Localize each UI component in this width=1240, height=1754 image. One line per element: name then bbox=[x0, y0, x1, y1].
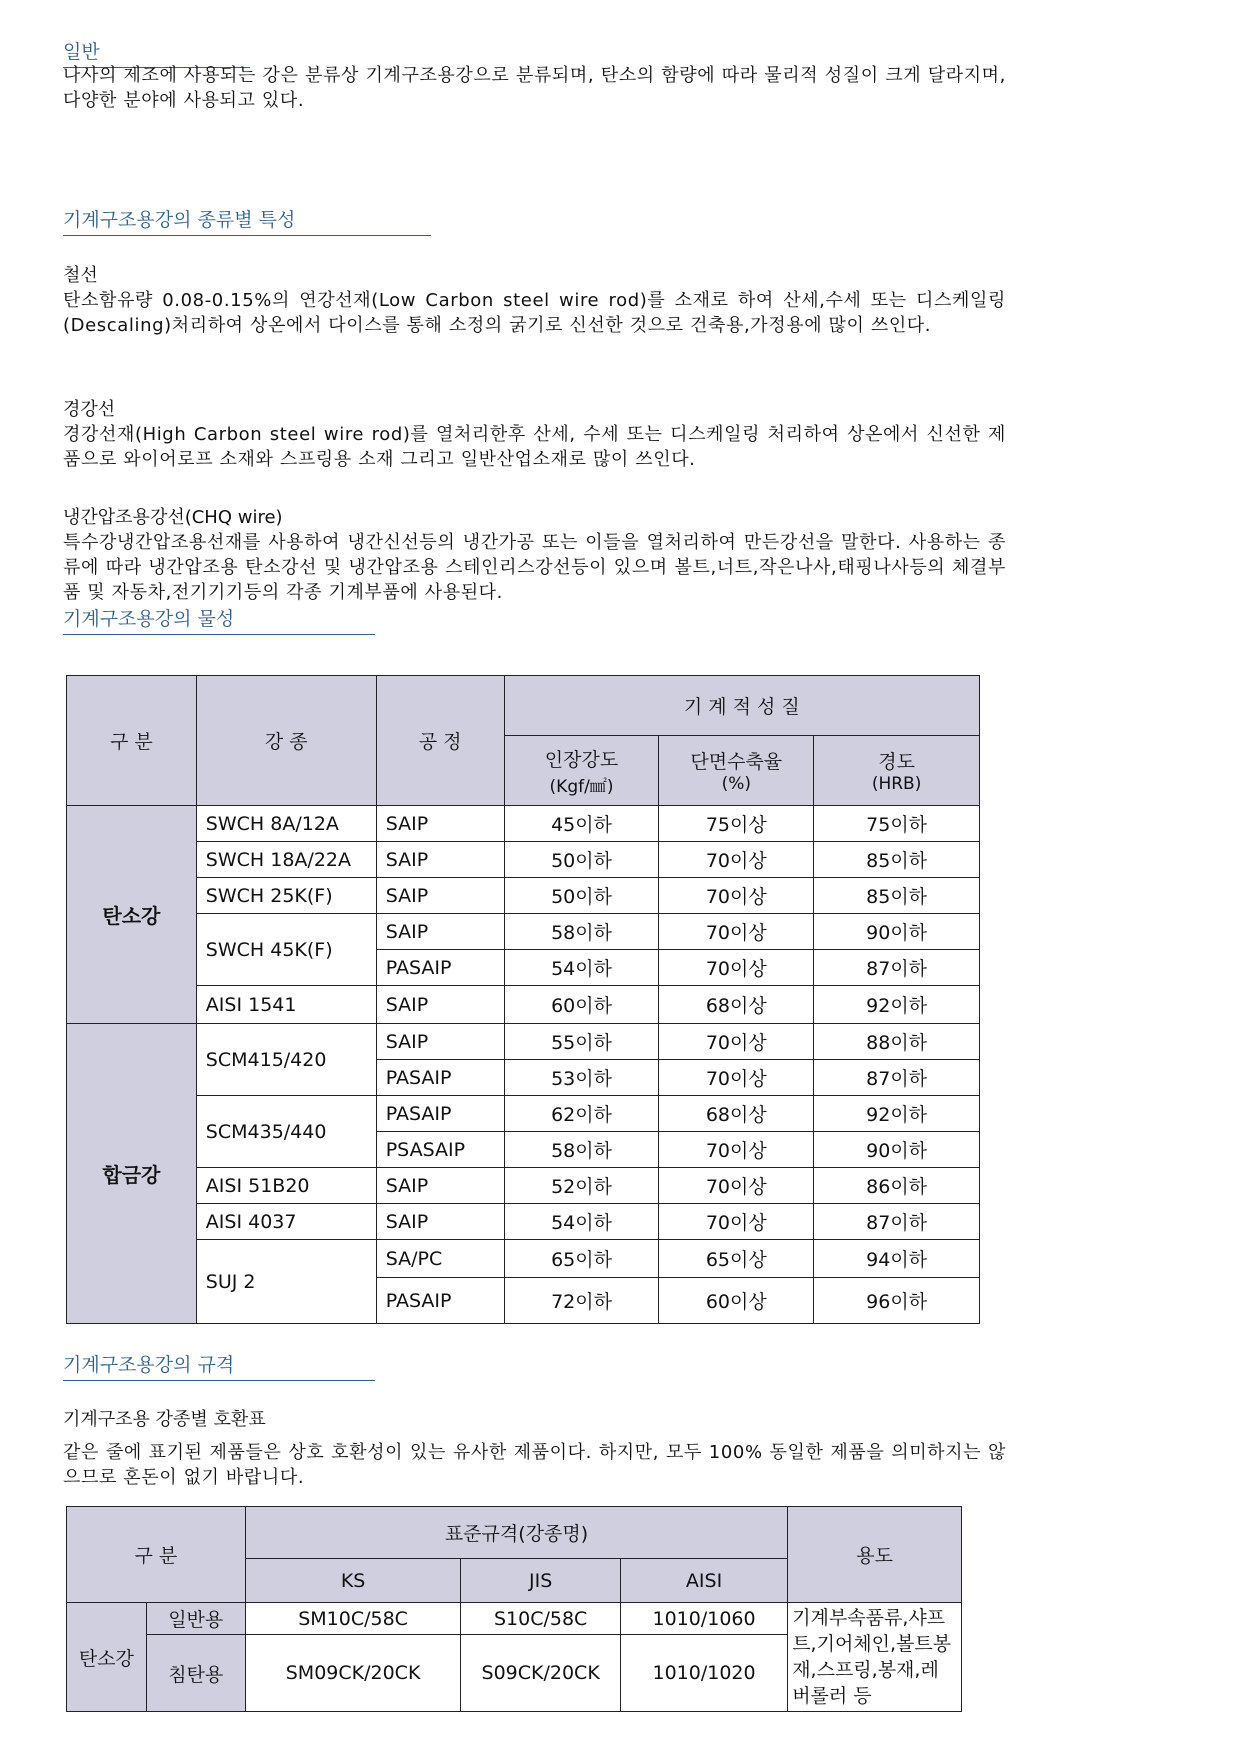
hardness-cell: 87이하 bbox=[814, 950, 980, 986]
reduction-cell: 70이상 bbox=[659, 842, 814, 878]
ks-cell: SM10C/58C bbox=[245, 1603, 461, 1635]
hardness-cell: 90이하 bbox=[814, 1132, 980, 1168]
general-paragraph: 나사의 제조에 사용되는 강은 분류상 기계구조용강으로 분류되며, 탄소의 함량에 따라 물리적 성질이 크게 달라지며, 다양한 분야에 사용되고 있다. bbox=[63, 65, 1006, 111]
reduction-cell: 68이상 bbox=[659, 1096, 814, 1132]
header-reduction: 단면수축율 (%) bbox=[659, 736, 814, 806]
process-cell: SAIP bbox=[376, 1168, 504, 1204]
process-cell: SAIP bbox=[376, 1024, 504, 1060]
tensile-cell: 54이하 bbox=[504, 950, 659, 986]
hardness-cell: 90이하 bbox=[814, 914, 980, 950]
header-use: 용도 bbox=[788, 1507, 962, 1603]
grade-cell: AISI 51B20 bbox=[196, 1168, 376, 1204]
jis-cell: S10C/58C bbox=[461, 1603, 620, 1635]
hardness-cell: 92이하 bbox=[814, 986, 980, 1024]
category-carbon: 탄소강 bbox=[67, 806, 197, 1024]
table-row bbox=[67, 842, 980, 878]
grade-cell: SWCH 8A/12A bbox=[196, 806, 376, 842]
hardness-cell: 94이하 bbox=[814, 1240, 980, 1278]
type-name-hard-steel-wire: 경강선 bbox=[63, 399, 116, 420]
type-name-chq-wire: 냉간압조용강선(CHQ wire) bbox=[63, 507, 283, 528]
hardness-cell: 75이하 bbox=[814, 806, 980, 842]
process-cell: SAIP bbox=[376, 842, 504, 878]
header-process: 공 정 bbox=[376, 676, 504, 806]
reduction-cell: 60이상 bbox=[659, 1278, 814, 1324]
jis-cell: S09CK/20CK bbox=[461, 1635, 620, 1712]
reduction-cell: 70이상 bbox=[659, 950, 814, 986]
table-row bbox=[67, 1168, 980, 1204]
tensile-cell: 72이하 bbox=[504, 1278, 659, 1324]
category-alloy: 합금강 bbox=[67, 1024, 197, 1324]
reduction-cell: 70이상 bbox=[659, 914, 814, 950]
grade-cell: AISI 4037 bbox=[196, 1204, 376, 1240]
hardness-cell: 86이하 bbox=[814, 1168, 980, 1204]
category-carbon: 탄소강 bbox=[67, 1603, 147, 1712]
header-hardness: 경도 (HRB) bbox=[814, 736, 980, 806]
process-cell: PASAIP bbox=[376, 1278, 504, 1324]
type-text-chq-wire: 특수강냉간압조용선재를 사용하여 냉간신선등의 냉간가공 또는 이들을 열처리하여 만든강선을 말한다. 사용하는 종류에 따라 냉간압조용 탄소강선 및 냉간압조용 스테인리스강선등이 있으며 볼트,너트,작은나사,태핑나사등의 체결부품 및 자동차,전기기기등의 각종 기계부품에 사용된다. bbox=[63, 532, 1006, 603]
process-cell: SA/PC bbox=[376, 1240, 504, 1278]
table-row bbox=[67, 914, 980, 950]
hardness-cell: 92이하 bbox=[814, 1096, 980, 1132]
header-jis: JIS bbox=[461, 1559, 620, 1603]
reduction-cell: 68이상 bbox=[659, 986, 814, 1024]
section-title-general: 일반 bbox=[63, 40, 100, 64]
hardness-cell: 87이하 bbox=[814, 1204, 980, 1240]
table-row bbox=[67, 1603, 962, 1635]
process-cell: PASAIP bbox=[376, 1060, 504, 1096]
subcategory-carburizing: 침탄용 bbox=[146, 1635, 245, 1712]
process-cell: SAIP bbox=[376, 806, 504, 842]
reduction-cell: 70이상 bbox=[659, 1204, 814, 1240]
reduction-cell: 70이상 bbox=[659, 1024, 814, 1060]
reduction-cell: 70이상 bbox=[659, 1060, 814, 1096]
grade-cell: AISI 1541 bbox=[196, 986, 376, 1024]
process-cell: PASAIP bbox=[376, 1096, 504, 1132]
tensile-cell: 53이하 bbox=[504, 1060, 659, 1096]
reduction-cell: 70이상 bbox=[659, 1132, 814, 1168]
header-aisi: AISI bbox=[620, 1559, 787, 1603]
reduction-cell: 75이상 bbox=[659, 806, 814, 842]
hardness-cell: 87이하 bbox=[814, 1060, 980, 1096]
table-row bbox=[67, 1204, 980, 1240]
tensile-cell: 50이하 bbox=[504, 878, 659, 914]
process-cell: SAIP bbox=[376, 878, 504, 914]
tensile-cell: 58이하 bbox=[504, 914, 659, 950]
grade-cell: SWCH 25K(F) bbox=[196, 878, 376, 914]
reduction-cell: 70이상 bbox=[659, 1168, 814, 1204]
table-row bbox=[67, 1096, 980, 1132]
tensile-cell: 65이하 bbox=[504, 1240, 659, 1278]
header-tensile: 인장강도 (Kgf/㎟) bbox=[504, 736, 659, 806]
grade-cell: SCM415/420 bbox=[196, 1024, 376, 1096]
grade-cell: SWCH 18A/22A bbox=[196, 842, 376, 878]
tensile-cell: 58이하 bbox=[504, 1132, 659, 1168]
table-row bbox=[67, 878, 980, 914]
standards-subtitle: 기계구조용 강종별 호환표 bbox=[63, 1409, 266, 1430]
hardness-cell: 85이하 bbox=[814, 842, 980, 878]
process-cell: PASAIP bbox=[376, 950, 504, 986]
section-title-types: 기계구조용강의 종류별 특성 bbox=[63, 208, 295, 232]
section-title-properties: 기계구조용강의 물성 bbox=[63, 607, 234, 631]
tensile-cell: 52이하 bbox=[504, 1168, 659, 1204]
header-mechanical: 기 계 적 성 질 bbox=[504, 676, 979, 736]
standards-paragraph: 같은 줄에 표기된 제품들은 상호 호환성이 있는 유사한 제품이다. 하지만, 모두 100% 동일한 제품을 의미하지는 않으므로 혼돈이 없기 바랍니다. bbox=[63, 1442, 1006, 1488]
header-category: 구 분 bbox=[67, 1507, 246, 1603]
table-row bbox=[67, 1024, 980, 1060]
header-category: 구 분 bbox=[67, 676, 197, 806]
tensile-cell: 62이하 bbox=[504, 1096, 659, 1132]
tensile-cell: 54이하 bbox=[504, 1204, 659, 1240]
use-cell: 기계부속품류,샤프트,기어체인,볼트봉재,스프링,봉재,레버롤러 등 bbox=[788, 1603, 962, 1712]
table-row bbox=[67, 986, 980, 1024]
header-standard: 표준규격(강종명) bbox=[245, 1507, 787, 1559]
table-row bbox=[67, 806, 980, 842]
reduction-cell: 65이상 bbox=[659, 1240, 814, 1278]
header-grade: 강 종 bbox=[196, 676, 376, 806]
grade-cell: SWCH 45K(F) bbox=[196, 914, 376, 986]
tensile-cell: 50이하 bbox=[504, 842, 659, 878]
type-text-hard-steel-wire: 경강선재(High Carbon steel wire rod)를 열처리한후 산세, 수세 또는 디스케일링 처리하여 상온에서 신선한 제품으로 와이어로프 소재와 스프링용 소재 그리고 일반산업소재로 많이 쓰인다. bbox=[63, 424, 1006, 470]
process-cell: SAIP bbox=[376, 914, 504, 950]
section-title-standards: 기계구조용강의 규격 bbox=[63, 1353, 234, 1377]
tensile-cell: 55이하 bbox=[504, 1024, 659, 1060]
hardness-cell: 85이하 bbox=[814, 878, 980, 914]
properties-table bbox=[66, 675, 980, 1324]
table-row bbox=[67, 1240, 980, 1278]
tensile-cell: 45이하 bbox=[504, 806, 659, 842]
hardness-cell: 96이하 bbox=[814, 1278, 980, 1324]
grade-cell: SUJ 2 bbox=[196, 1240, 376, 1324]
header-ks: KS bbox=[245, 1559, 461, 1603]
process-cell: SAIP bbox=[376, 1204, 504, 1240]
compatibility-table bbox=[66, 1506, 962, 1712]
process-cell: SAIP bbox=[376, 986, 504, 1024]
aisi-cell: 1010/1060 bbox=[620, 1603, 787, 1635]
aisi-cell: 1010/1020 bbox=[620, 1635, 787, 1712]
process-cell: PSASAIP bbox=[376, 1132, 504, 1168]
hardness-cell: 88이하 bbox=[814, 1024, 980, 1060]
type-name-iron-wire: 철선 bbox=[63, 265, 98, 286]
grade-cell: SCM435/440 bbox=[196, 1096, 376, 1168]
ks-cell: SM09CK/20CK bbox=[245, 1635, 461, 1712]
reduction-cell: 70이상 bbox=[659, 878, 814, 914]
subcategory-general: 일반용 bbox=[146, 1603, 245, 1635]
type-text-iron-wire: 탄소함유량 0.08-0.15%의 연강선재(Low Carbon steel wire rod)를 소재로 하여 산세,수세 또는 디스케일링(Descaling)처리하여 상온에서 다이스를 통해 소정의 굵기로 신선한 것으로 건축용,가정용에 많이 쓰인다. bbox=[63, 290, 1006, 336]
tensile-cell: 60이하 bbox=[504, 986, 659, 1024]
